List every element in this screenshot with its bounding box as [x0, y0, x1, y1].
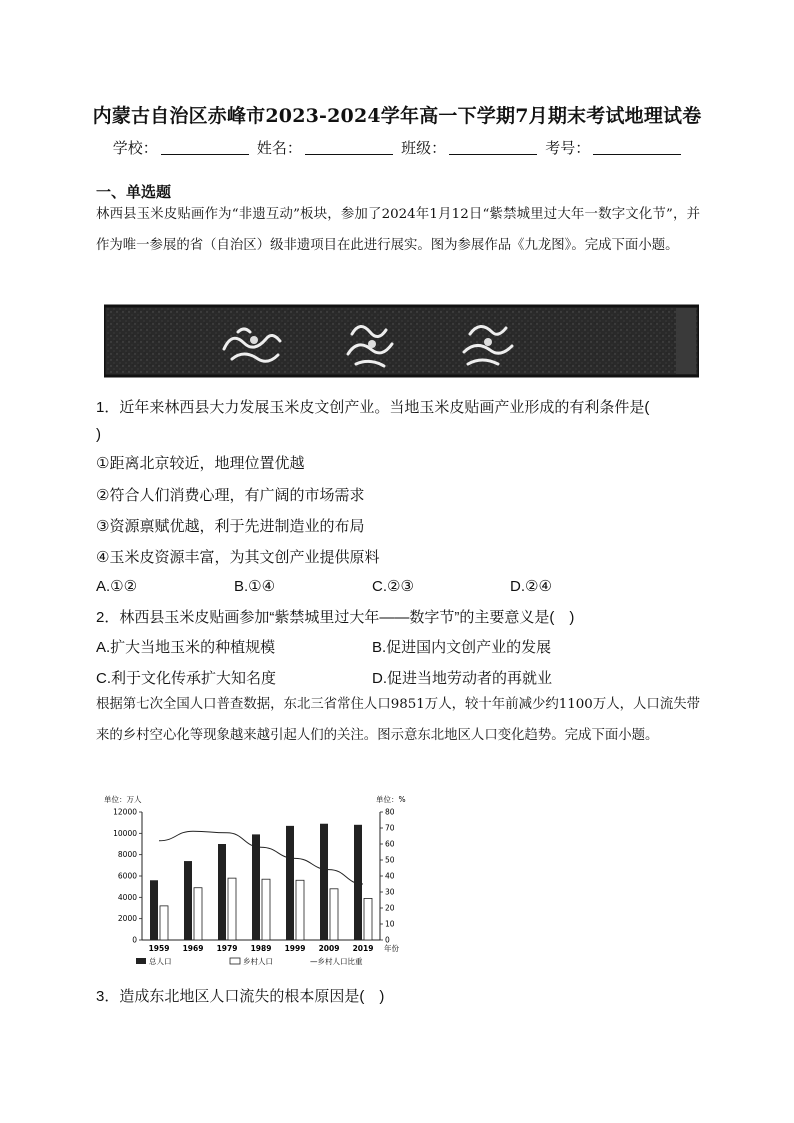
y-tick-label: 0 — [132, 935, 137, 945]
rural-population-bar — [296, 880, 304, 940]
y2-tick-label: 70 — [385, 823, 395, 833]
total-population-bar — [218, 844, 226, 940]
y2-tick-label: 50 — [385, 855, 395, 865]
x-tick-label: 2019 — [352, 944, 374, 953]
q3-stem: 3．造成东北地区人口流失的根本原因是( ) — [96, 988, 385, 1005]
total-population-bar — [184, 861, 192, 940]
q2-stem: 2．林西县玉米皮贴画参加“紫禁城里过大年——数字节”的主要意义是( ) — [96, 609, 575, 626]
x-tick-label: 1959 — [148, 944, 170, 953]
q1-option-a[interactable]: A.①② — [96, 578, 138, 595]
legend-rural-swatch — [230, 958, 240, 964]
q1-item-1: ①距离北京较近，地理位置优越 — [96, 455, 305, 472]
rural-population-bar — [160, 906, 168, 940]
legend-rural-label: 乡村人口 — [243, 957, 273, 966]
total-population-bar — [320, 824, 328, 940]
right-unit-label: 单位：% — [376, 795, 406, 804]
exam-title: 内蒙古自治区赤峰市2023-2024学年高一下学期7月期末考试地理试卷 — [92, 105, 702, 127]
y-tick-label: 10000 — [113, 828, 137, 838]
class-blank[interactable] — [449, 140, 537, 155]
x-tick-label: 1999 — [284, 944, 306, 953]
school-field[interactable] — [113, 137, 249, 158]
rural-population-bar — [330, 889, 338, 940]
q2-option-d[interactable]: D.促进当地劳动者的再就业 — [372, 670, 553, 687]
rural-population-bar — [194, 888, 202, 940]
q1-stem-line1: 1．近年来林西县大力发展玉米皮文创产业。当地玉米皮贴画产业形成的有利条件是( — [96, 399, 650, 416]
y2-tick-label: 60 — [385, 839, 395, 849]
population-chart — [96, 790, 428, 980]
y2-tick-label: 30 — [385, 887, 395, 897]
left-unit-label: 单位：万人 — [104, 795, 142, 804]
number-field[interactable] — [545, 137, 681, 158]
x-tick-label: 2009 — [318, 944, 340, 953]
y-tick-label: 2000 — [117, 914, 137, 924]
q1-option-c[interactable]: C.②③ — [372, 578, 414, 595]
nine-dragons-artwork — [104, 304, 699, 378]
y-tick-label: 12000 — [113, 807, 137, 817]
x-tick-label: 1989 — [250, 944, 272, 953]
chart-bars — [150, 824, 372, 940]
y2-tick-label: 80 — [385, 807, 395, 817]
y2-tick-label: 0 — [385, 935, 390, 945]
section-title: 一、单选题 — [96, 184, 172, 201]
y-tick-label: 4000 — [117, 892, 137, 902]
class-field[interactable] — [401, 137, 537, 158]
y-tick-label: 6000 — [117, 871, 137, 881]
total-population-bar — [252, 834, 260, 940]
total-population-bar — [286, 826, 294, 940]
y2-tick-label: 10 — [385, 919, 395, 929]
name-blank[interactable] — [305, 140, 393, 155]
x-tick-label: 1969 — [182, 944, 204, 953]
y-tick-label: 8000 — [117, 850, 137, 860]
y2-tick-label: 40 — [385, 871, 395, 881]
y2-tick-label: 20 — [385, 903, 395, 913]
name-label: 姓名： — [256, 140, 302, 157]
total-population-bar — [150, 880, 158, 940]
q1-item-3: ③资源禀赋优越，利于先进制造业的布局 — [96, 518, 365, 535]
q2-option-a[interactable]: A.扩大当地玉米的种植规模 — [96, 639, 276, 656]
passage-1: 林西县玉米皮贴画作为“非遗互动”板块，参加了2024年1月12日“紫禁城里过大年一数字文化节”，并作为唯一参展的省（自治区）级非遗项目在此进行展实。图为参展作品《九龙图》。完成下面小题。 — [96, 207, 700, 253]
q1-option-b[interactable]: B.①④ — [234, 578, 276, 595]
rural-population-bar — [228, 878, 236, 940]
name-field[interactable] — [257, 137, 393, 158]
class-label: 班级： — [401, 140, 447, 157]
q1-option-d[interactable]: D.②④ — [510, 578, 552, 595]
q2-option-b[interactable]: B.促进国内文创产业的发展 — [372, 639, 552, 656]
student-info-line — [0, 137, 794, 158]
legend-total-label: 总人口 — [149, 957, 172, 966]
q2-option-c[interactable]: C.利于文化传承扩大知名度 — [96, 670, 277, 687]
chart-legend — [136, 956, 363, 966]
legend-ratio-label: —乡村人口比重 — [310, 957, 363, 966]
x-tick-label: 1979 — [216, 944, 238, 953]
school-label: 学校： — [112, 140, 158, 157]
number-blank[interactable] — [593, 140, 681, 155]
school-blank[interactable] — [161, 140, 249, 155]
number-label: 考号： — [545, 140, 591, 157]
passage-2: 根据第七次全国人口普查数据，东北三省常住人口9851万人，较十年前减少约1100万人，人口流失带来的乡村空心化等现象越来越引起人们的关注。图示意东北地区人口变化趋势。完成下面小题。 — [96, 697, 700, 743]
q1-item-4: ④玉米皮资源丰富，为其文创产业提供原料 — [96, 549, 380, 566]
rural-population-bar — [364, 898, 372, 940]
x-axis-label: 年份 — [384, 944, 399, 953]
rural-population-bar — [262, 879, 270, 940]
q1-stem-line2: ) — [96, 426, 101, 443]
q1-item-2: ②符合人们消费心理，有广阔的市场需求 — [96, 487, 365, 504]
legend-total-swatch — [136, 958, 146, 964]
